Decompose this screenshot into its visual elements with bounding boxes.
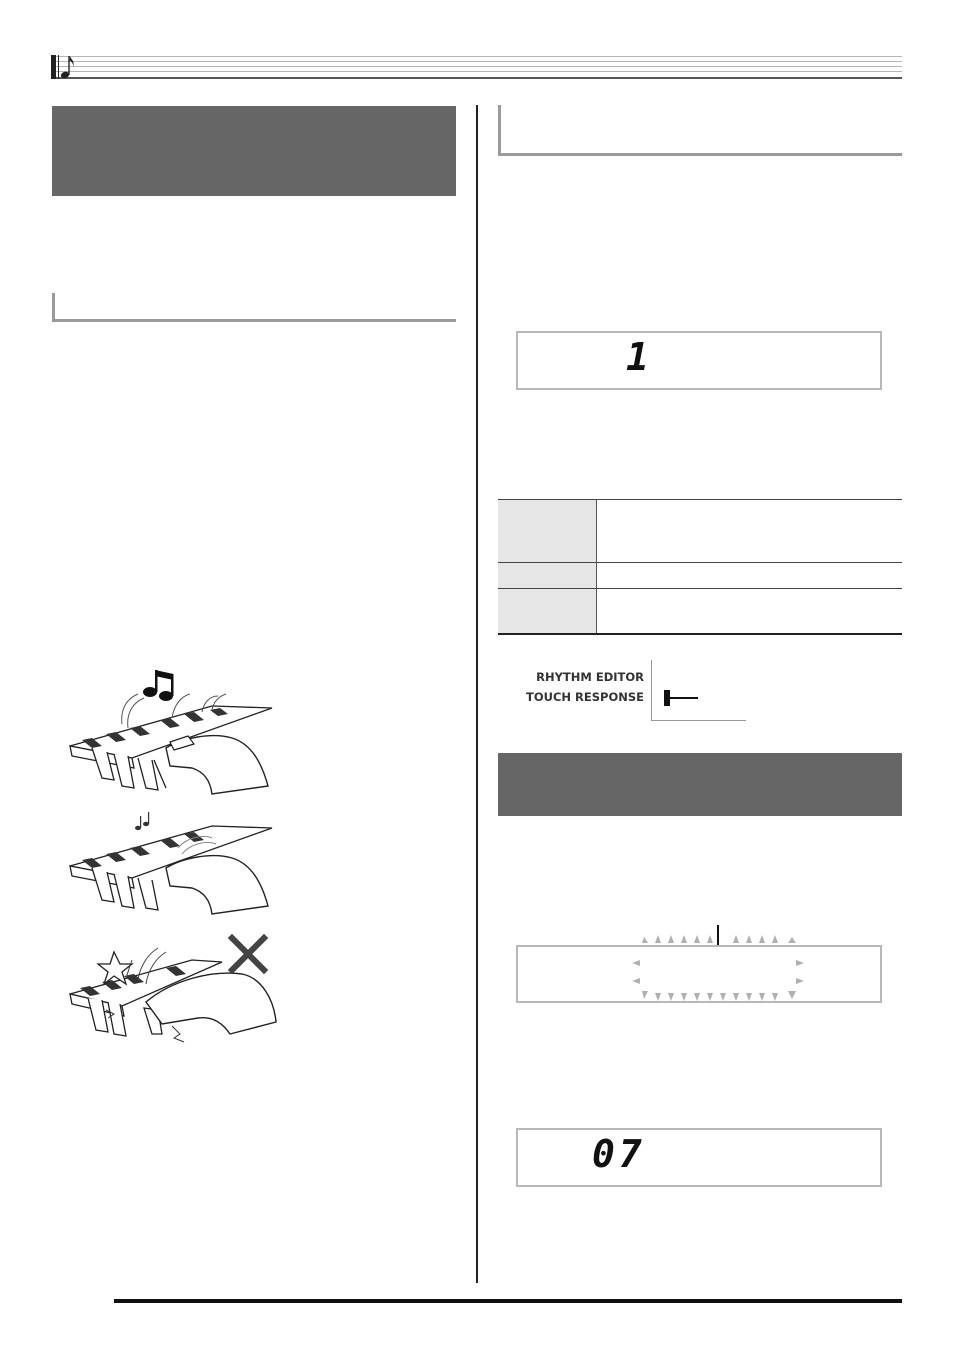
table-label-cell	[498, 500, 596, 562]
lcd-value: 07	[592, 1132, 646, 1176]
table-value-cell	[597, 589, 902, 633]
piano-keys-wrong-press-icon	[62, 930, 278, 1050]
table-row	[498, 500, 902, 562]
footer-rule	[114, 1299, 902, 1303]
lcd-display-1	[516, 331, 882, 390]
right-section-header	[498, 105, 902, 156]
table-value-cell	[597, 500, 902, 562]
music-note-icon	[60, 54, 76, 80]
column-divider	[476, 105, 478, 1283]
left-section-header	[52, 293, 456, 322]
flashing-indicator-icon	[628, 933, 808, 1003]
lcd-display-2	[516, 945, 882, 1003]
indicator-panel	[526, 660, 746, 722]
piano-keys-soft-press-icon	[62, 808, 278, 920]
indicator-label-touch-response: TOUCH RESPONSE	[526, 690, 644, 704]
lcd-display-3	[516, 1128, 882, 1187]
right-heading-band	[498, 753, 902, 816]
table-row	[498, 589, 902, 633]
table-value-cell	[597, 563, 902, 588]
table-row	[498, 563, 902, 588]
staff-barline	[51, 55, 56, 79]
table-label-cell	[498, 563, 596, 588]
piano-keys-loud-press-icon	[62, 668, 278, 800]
lcd-value: 1	[626, 335, 653, 379]
indicator-label-rhythm-editor: RHYTHM EDITOR	[536, 670, 644, 684]
table-label-cell	[498, 589, 596, 633]
left-heading-band	[52, 106, 456, 196]
